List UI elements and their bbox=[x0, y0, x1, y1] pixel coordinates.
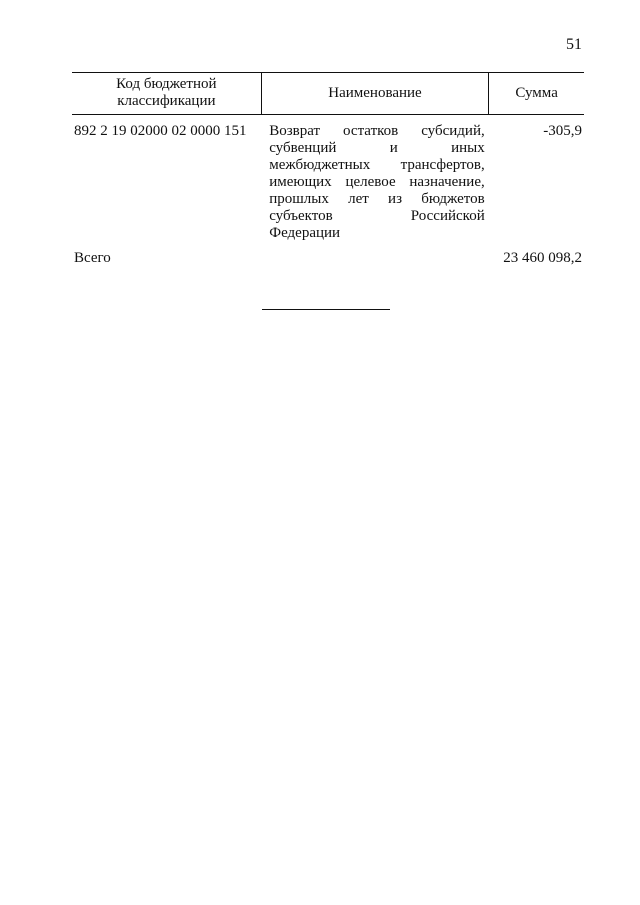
budget-table bbox=[72, 72, 584, 267]
total-spacer bbox=[261, 242, 489, 267]
table-header bbox=[72, 73, 584, 115]
header-sum: Сумма bbox=[489, 73, 584, 115]
header-code: Код бюджетной классификации bbox=[72, 73, 261, 115]
row-amount: -305,9 bbox=[543, 123, 582, 139]
total-label: Всего bbox=[74, 250, 111, 266]
total-row bbox=[72, 242, 584, 267]
page-number: 51 bbox=[566, 36, 582, 53]
header-name: Наименование bbox=[261, 73, 489, 115]
total-amount: 23 460 098,2 bbox=[503, 250, 582, 266]
table-row bbox=[72, 115, 584, 243]
closing-rule bbox=[262, 309, 390, 310]
table-body bbox=[72, 115, 584, 268]
header-row bbox=[72, 73, 584, 115]
row-name: Возврат остатков субсидий, субвенций и иных межбюджетных трансфертов, имеющих целевое назначение, прошлых лет из бюджетов субъектов Российской Федерации bbox=[269, 123, 485, 241]
row-code: 892 2 19 02000 02 0000 151 bbox=[74, 123, 247, 139]
